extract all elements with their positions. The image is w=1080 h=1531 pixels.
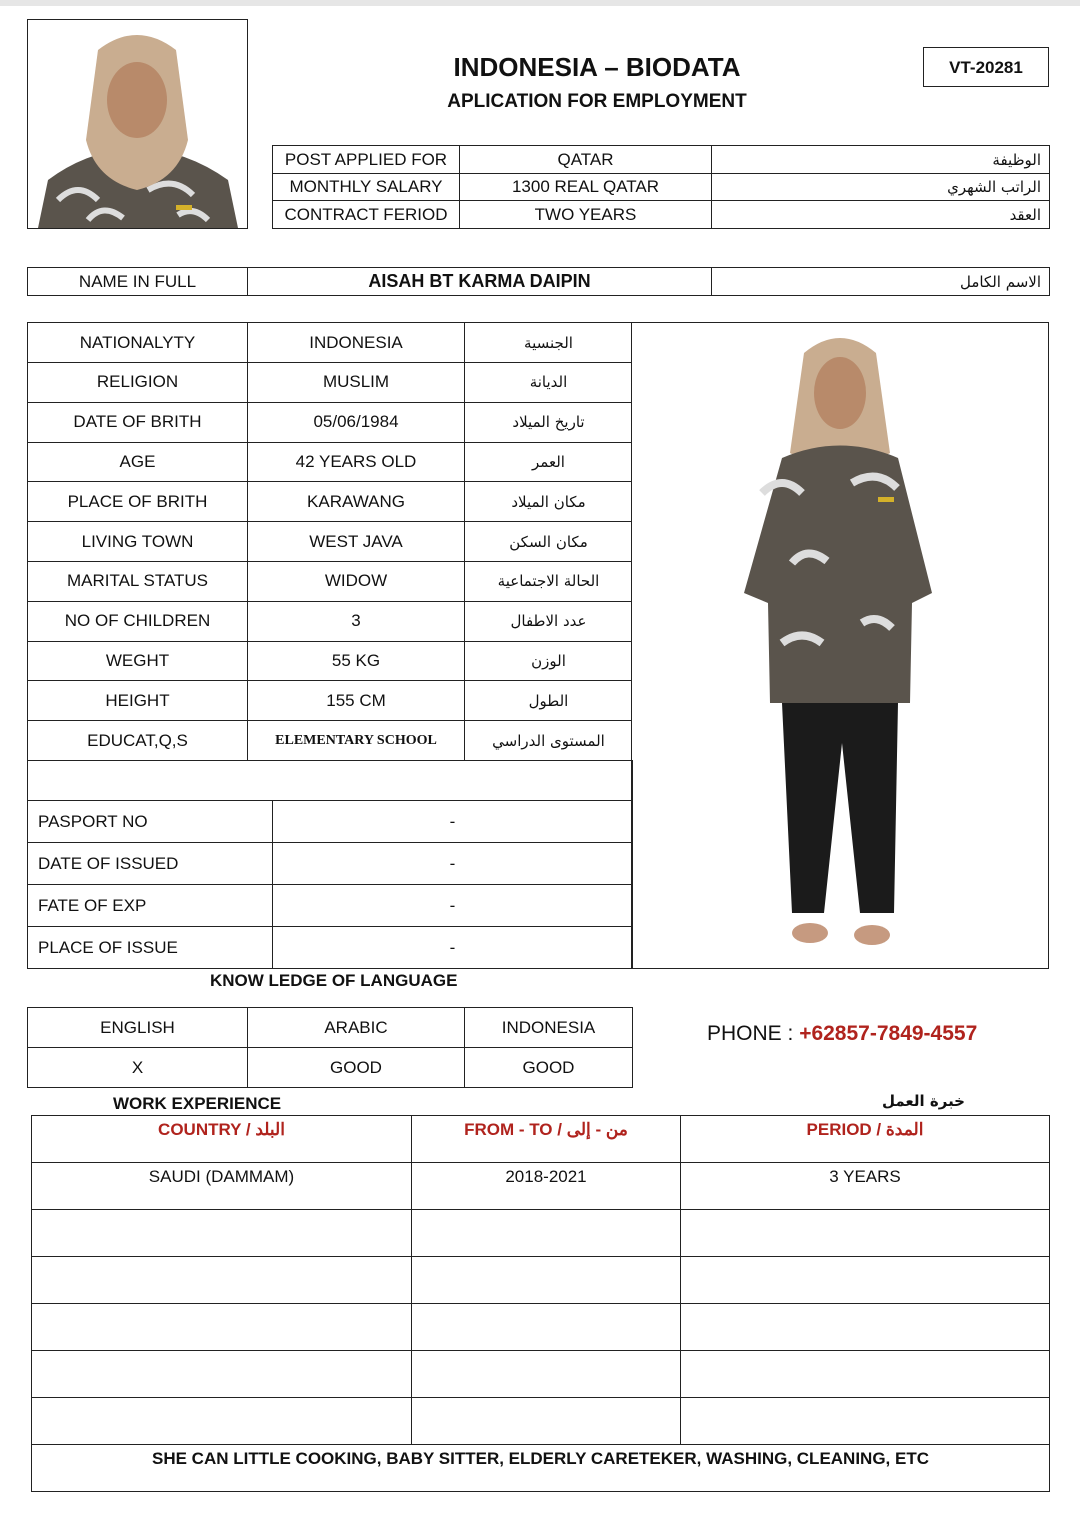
field-label: HEIGHT bbox=[28, 681, 248, 721]
passport-value: - bbox=[273, 843, 633, 885]
passport-table bbox=[27, 760, 633, 969]
table-row bbox=[32, 1351, 1050, 1398]
table-row bbox=[32, 1398, 1050, 1445]
table-row bbox=[28, 482, 633, 522]
column-header-from-to: FROM - TO / من - إلى bbox=[412, 1116, 681, 1163]
passport-value: - bbox=[273, 885, 633, 927]
work-from-to bbox=[412, 1257, 681, 1304]
job-label: POST APPLIED FOR bbox=[273, 146, 460, 174]
field-value: KARAWANG bbox=[248, 482, 465, 522]
work-country: SAUDI (DAMMAM) bbox=[32, 1163, 412, 1210]
field-label-ar: الطول bbox=[465, 681, 633, 721]
phone bbox=[707, 1022, 977, 1046]
job-table bbox=[272, 145, 1050, 229]
work-from-to: 2018-2021 bbox=[412, 1163, 681, 1210]
table-row bbox=[32, 1210, 1050, 1257]
field-value: MUSLIM bbox=[248, 363, 465, 403]
table-row bbox=[28, 601, 633, 641]
job-label: MONTHLY SALARY bbox=[273, 174, 460, 201]
work-country bbox=[32, 1210, 412, 1257]
field-label: PLACE OF BRITH bbox=[28, 482, 248, 522]
work-country bbox=[32, 1351, 412, 1398]
field-label-ar: مكان الميلاد bbox=[465, 482, 633, 522]
top-bar bbox=[0, 0, 1080, 6]
column-header-period: PERIOD / المدة bbox=[681, 1116, 1050, 1163]
field-label-ar: تاريخ الميلاد bbox=[465, 402, 633, 442]
field-label: WEGHT bbox=[28, 641, 248, 681]
field-label-ar: مكان السكن bbox=[465, 522, 633, 562]
field-label: EDUCAT,Q,S bbox=[28, 721, 248, 761]
table-row bbox=[32, 1257, 1050, 1304]
field-label: AGE bbox=[28, 442, 248, 482]
language-level: X bbox=[28, 1048, 248, 1088]
table-row bbox=[28, 442, 633, 482]
field-value: WEST JAVA bbox=[248, 522, 465, 562]
job-label-ar: العقد bbox=[712, 201, 1050, 229]
work-period bbox=[681, 1210, 1050, 1257]
field-label-ar: الديانة bbox=[465, 363, 633, 403]
table-row bbox=[28, 927, 633, 969]
table-row bbox=[28, 522, 633, 562]
field-label-ar: المستوى الدراسي bbox=[465, 721, 633, 761]
field-label-ar: الحالة الاجتماعية bbox=[465, 561, 633, 601]
table-row bbox=[28, 721, 633, 761]
work-experience-title-ar: خبرة العمل bbox=[881, 1092, 965, 1110]
work-experience-table bbox=[31, 1115, 1050, 1492]
field-label: LIVING TOWN bbox=[28, 522, 248, 562]
field-value: 05/06/1984 bbox=[248, 402, 465, 442]
field-value: ELEMENTARY SCHOOL bbox=[248, 721, 465, 761]
personal-details-table bbox=[27, 322, 633, 761]
field-label-ar: الجنسية bbox=[465, 323, 633, 363]
work-from-to bbox=[412, 1398, 681, 1445]
column-header-country: COUNTRY / البلد bbox=[32, 1116, 412, 1163]
table-row bbox=[28, 681, 633, 721]
phone-label: PHONE : bbox=[707, 1022, 800, 1045]
language-title: KNOW LEDGE OF LANGUAGE bbox=[210, 971, 458, 990]
table-row bbox=[32, 1163, 1050, 1210]
table-row bbox=[32, 1304, 1050, 1351]
full-name: AISAH BT KARMA DAIPIN bbox=[248, 268, 712, 296]
work-period bbox=[681, 1304, 1050, 1351]
field-value: 42 YEARS OLD bbox=[248, 442, 465, 482]
skills-summary: SHE CAN LITTLE COOKING, BABY SITTER, ELDERLY CARETEKER, WASHING, CLEANING, ETC bbox=[32, 1445, 1050, 1492]
field-label: NATIONALYTY bbox=[28, 323, 248, 363]
field-value: INDONESIA bbox=[248, 323, 465, 363]
table-row bbox=[28, 801, 633, 843]
field-label: MARITAL STATUS bbox=[28, 561, 248, 601]
table-row bbox=[28, 323, 633, 363]
table-row bbox=[28, 843, 633, 885]
table-row bbox=[273, 201, 1050, 229]
job-label: CONTRACT FERIOD bbox=[273, 201, 460, 229]
table-row bbox=[273, 146, 1050, 174]
field-label: NO OF CHILDREN bbox=[28, 601, 248, 641]
table-row bbox=[28, 641, 633, 681]
reference-number: VT-20281 bbox=[923, 47, 1049, 87]
table-row bbox=[273, 174, 1050, 201]
phone-number[interactable]: +62857-7849-4557 bbox=[799, 1022, 978, 1045]
passport-label: PLACE OF ISSUE bbox=[28, 927, 273, 969]
job-value: QATAR bbox=[460, 146, 712, 174]
passport-value: - bbox=[273, 801, 633, 843]
field-label-ar: العمر bbox=[465, 442, 633, 482]
passport-label: FATE OF EXP bbox=[28, 885, 273, 927]
name-table bbox=[27, 267, 1050, 296]
blank-row bbox=[28, 761, 633, 801]
portrait-photo bbox=[27, 19, 248, 229]
work-period bbox=[681, 1257, 1050, 1304]
document-subtitle: APLICATION FOR EMPLOYMENT bbox=[447, 91, 747, 112]
name-label-ar: الاسم الكامل bbox=[712, 268, 1050, 296]
work-experience-title: WORK EXPERIENCE bbox=[113, 1094, 282, 1113]
passport-value: - bbox=[273, 927, 633, 969]
work-country bbox=[32, 1304, 412, 1351]
language-table bbox=[27, 1007, 633, 1088]
work-from-to bbox=[412, 1351, 681, 1398]
full-body-photo bbox=[631, 322, 1049, 969]
language-header: INDONESIA bbox=[465, 1008, 633, 1048]
table-row bbox=[28, 885, 633, 927]
field-value: 3 bbox=[248, 601, 465, 641]
field-label: RELIGION bbox=[28, 363, 248, 403]
job-value: TWO YEARS bbox=[460, 201, 712, 229]
table-header-row bbox=[32, 1116, 1050, 1163]
work-from-to bbox=[412, 1210, 681, 1257]
work-country bbox=[32, 1398, 412, 1445]
language-level: GOOD bbox=[248, 1048, 465, 1088]
table-row bbox=[28, 363, 633, 403]
field-value: 155 CM bbox=[248, 681, 465, 721]
work-country bbox=[32, 1257, 412, 1304]
field-label-ar: الوزن bbox=[465, 641, 633, 681]
job-value: 1300 REAL QATAR bbox=[460, 174, 712, 201]
job-label-ar: الوظيفة bbox=[712, 146, 1050, 174]
language-header: ENGLISH bbox=[28, 1008, 248, 1048]
passport-label: PASPORT NO bbox=[28, 801, 273, 843]
work-period bbox=[681, 1398, 1050, 1445]
field-label: DATE OF BRITH bbox=[28, 402, 248, 442]
name-label: NAME IN FULL bbox=[28, 268, 248, 296]
table-row bbox=[28, 402, 633, 442]
field-label-ar: عدد الاطفال bbox=[465, 601, 633, 641]
table-row bbox=[28, 561, 633, 601]
field-value: WIDOW bbox=[248, 561, 465, 601]
language-level: GOOD bbox=[465, 1048, 633, 1088]
work-from-to bbox=[412, 1304, 681, 1351]
work-period: 3 YEARS bbox=[681, 1163, 1050, 1210]
passport-label: DATE OF ISSUED bbox=[28, 843, 273, 885]
field-value: 55 KG bbox=[248, 641, 465, 681]
language-header: ARABIC bbox=[248, 1008, 465, 1048]
document-title: INDONESIA – BIODATA bbox=[453, 52, 741, 82]
job-label-ar: الراتب الشهري bbox=[712, 174, 1050, 201]
work-period bbox=[681, 1351, 1050, 1398]
